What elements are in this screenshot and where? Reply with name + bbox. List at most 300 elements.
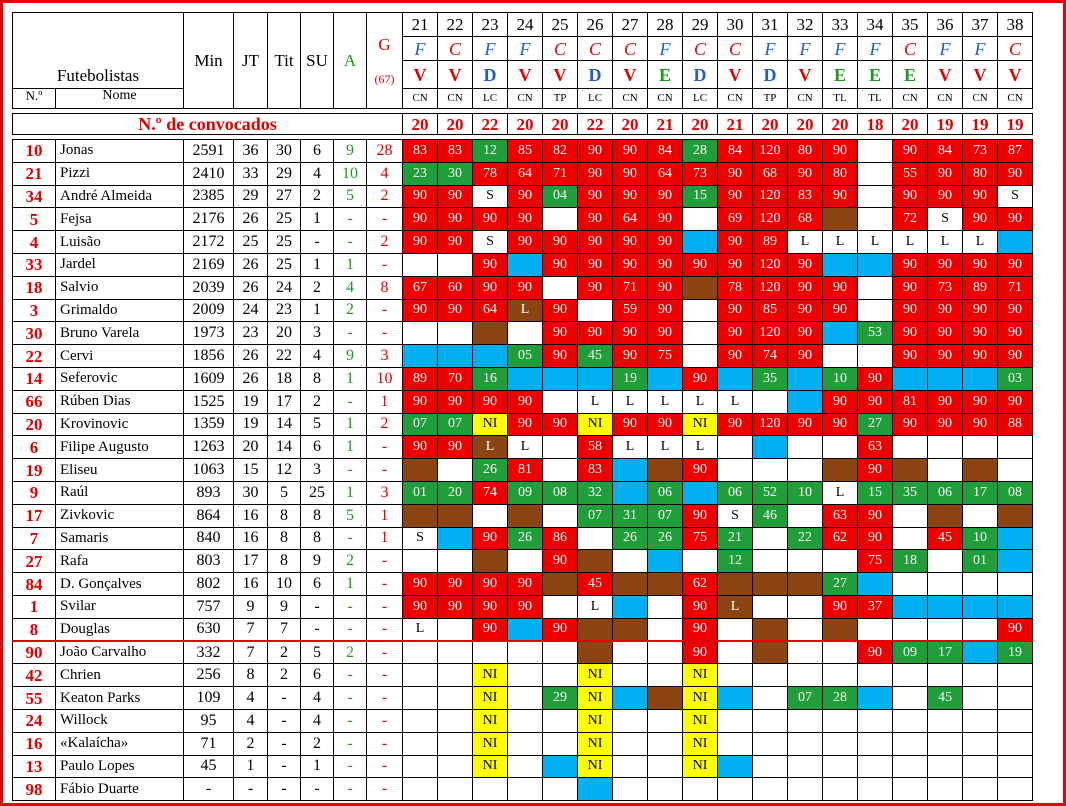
game-cell <box>823 664 858 687</box>
game-cell: 90 <box>823 276 858 299</box>
player-name: Paulo Lopes <box>56 755 184 778</box>
player-number: 42 <box>13 664 56 687</box>
game-cell: 06 <box>928 481 963 504</box>
game-cell: 90 <box>683 504 718 527</box>
game-cell: 83 <box>578 459 613 482</box>
game-cell: 90 <box>473 595 508 618</box>
g-total: (67) <box>374 72 395 86</box>
game-venue: F <box>928 37 963 61</box>
game-cell: S <box>473 231 508 254</box>
game-cell <box>403 664 438 687</box>
game-cell <box>473 504 508 527</box>
player-goals: - <box>367 459 403 482</box>
game-cell: 90 <box>718 345 753 368</box>
game-cell: 90 <box>788 299 823 322</box>
game-cell: 90 <box>543 618 578 641</box>
player-row <box>13 185 1033 208</box>
game-cell: 90 <box>998 162 1033 185</box>
player-games: 19 <box>234 390 268 413</box>
game-cell: 84 <box>648 140 683 163</box>
player-number: 17 <box>13 504 56 527</box>
player-subs: 6 <box>301 140 334 163</box>
game-competition: LC <box>683 89 718 109</box>
game-result: V <box>718 61 753 89</box>
game-cell <box>753 527 788 550</box>
game-cell: L <box>648 390 683 413</box>
player-minutes: 840 <box>184 527 234 550</box>
game-cell <box>823 208 858 231</box>
game-cell <box>438 504 473 527</box>
game-cell <box>998 595 1033 618</box>
game-cell: 90 <box>508 208 543 231</box>
game-cell <box>788 618 823 641</box>
game-cell <box>823 755 858 778</box>
player-minutes: 1063 <box>184 459 234 482</box>
game-cell <box>543 208 578 231</box>
convocados-count: 21 <box>718 114 753 135</box>
game-cell: 63 <box>858 436 893 459</box>
player-assists: 2 <box>334 550 367 573</box>
game-cell: 06 <box>648 481 683 504</box>
player-number: 90 <box>13 641 56 664</box>
player-subs: 4 <box>301 162 334 185</box>
player-subs: 25 <box>301 481 334 504</box>
game-venue: C <box>893 37 928 61</box>
game-cell <box>613 664 648 687</box>
game-cell: 90 <box>928 253 963 276</box>
game-cell <box>648 755 683 778</box>
game-cell: 90 <box>718 253 753 276</box>
player-subs: 1 <box>301 299 334 322</box>
player-assists: - <box>334 390 367 413</box>
game-cell: 90 <box>998 390 1033 413</box>
game-cell: 90 <box>648 231 683 254</box>
player-games: 16 <box>234 573 268 596</box>
game-cell: 45 <box>928 687 963 710</box>
player-games: 23 <box>234 322 268 345</box>
game-cell <box>438 527 473 550</box>
game-competition: CN <box>788 89 823 109</box>
player-row <box>13 253 1033 276</box>
player-minutes: 95 <box>184 709 234 732</box>
game-cell <box>403 345 438 368</box>
game-cell <box>823 618 858 641</box>
game-cell: 09 <box>893 641 928 664</box>
game-cell <box>543 459 578 482</box>
game-cell <box>823 345 858 368</box>
game-cell <box>928 436 963 459</box>
player-name: Zivkovic <box>56 504 184 527</box>
game-cell: 12 <box>473 140 508 163</box>
player-minutes: 2009 <box>184 299 234 322</box>
game-cell: 01 <box>403 481 438 504</box>
game-cell: 90 <box>788 162 823 185</box>
convocados-count: 19 <box>998 114 1033 135</box>
player-games: 25 <box>234 231 268 254</box>
player-minutes: 2591 <box>184 140 234 163</box>
player-subs: - <box>301 778 334 801</box>
player-subs: 1 <box>301 755 334 778</box>
game-cell: L <box>613 390 648 413</box>
game-cell <box>823 641 858 664</box>
game-cell: 90 <box>578 253 613 276</box>
player-starts: 25 <box>268 208 301 231</box>
game-venue: C <box>998 37 1033 61</box>
g-header <box>367 13 403 109</box>
player-subs: 4 <box>301 345 334 368</box>
game-cell <box>473 322 508 345</box>
player-games: 1 <box>234 755 268 778</box>
game-cell <box>998 527 1033 550</box>
game-cell: NI <box>578 413 613 436</box>
player-goals: - <box>367 208 403 231</box>
game-cell <box>403 641 438 664</box>
player-goals: 8 <box>367 276 403 299</box>
player-subs: 2 <box>301 390 334 413</box>
game-cell: 08 <box>543 481 578 504</box>
game-cell <box>858 345 893 368</box>
game-cell <box>858 253 893 276</box>
game-cell: 90 <box>998 253 1033 276</box>
player-row <box>13 664 1033 687</box>
game-cell <box>438 641 473 664</box>
game-cell <box>613 481 648 504</box>
game-number: 30 <box>718 13 753 37</box>
player-games: 8 <box>234 664 268 687</box>
game-competition: CN <box>928 89 963 109</box>
player-name: Grimaldo <box>56 299 184 322</box>
game-cell <box>928 367 963 390</box>
player-row <box>13 299 1033 322</box>
game-cell <box>963 641 998 664</box>
game-cell: 90 <box>473 208 508 231</box>
game-cell: 80 <box>788 140 823 163</box>
convocados-count: 20 <box>683 114 718 135</box>
game-result: V <box>998 61 1033 89</box>
game-cell: 07 <box>648 504 683 527</box>
game-cell: 22 <box>788 527 823 550</box>
player-goals: 1 <box>367 527 403 550</box>
game-number: 34 <box>858 13 893 37</box>
game-competition: CN <box>613 89 648 109</box>
game-cell <box>893 504 928 527</box>
game-cell: 60 <box>438 276 473 299</box>
game-cell <box>998 573 1033 596</box>
game-cell <box>543 595 578 618</box>
game-cell <box>578 641 613 664</box>
game-cell: 120 <box>753 322 788 345</box>
game-competition: LC <box>578 89 613 109</box>
game-cell: 90 <box>578 140 613 163</box>
game-cell: 90 <box>718 413 753 436</box>
player-number: 30 <box>13 322 56 345</box>
player-games: 19 <box>234 413 268 436</box>
game-cell: 05 <box>508 345 543 368</box>
game-number: 32 <box>788 13 823 37</box>
game-cell <box>998 436 1033 459</box>
game-cell <box>788 504 823 527</box>
game-cell: 90 <box>648 299 683 322</box>
game-cell <box>578 299 613 322</box>
su-header: SU <box>301 13 334 109</box>
game-cell <box>998 504 1033 527</box>
game-cell: 90 <box>788 413 823 436</box>
convocados-count: 21 <box>648 114 683 135</box>
player-row <box>13 345 1033 368</box>
player-subs: 5 <box>301 641 334 664</box>
game-cell: S <box>718 504 753 527</box>
convocados-count: 20 <box>508 114 543 135</box>
player-subs: - <box>301 231 334 254</box>
game-cell: 90 <box>928 345 963 368</box>
game-cell <box>648 367 683 390</box>
convocados-count: 20 <box>438 114 473 135</box>
game-cell: 73 <box>963 140 998 163</box>
game-cell: 90 <box>403 299 438 322</box>
game-cell: 71 <box>998 276 1033 299</box>
game-competition: CN <box>403 89 438 109</box>
game-cell <box>543 276 578 299</box>
player-goals: 28 <box>367 140 403 163</box>
player-subs: 6 <box>301 573 334 596</box>
player-goals: - <box>367 550 403 573</box>
game-cell: 90 <box>683 459 718 482</box>
game-cell <box>613 709 648 732</box>
game-cell: 17 <box>963 481 998 504</box>
player-row <box>13 550 1033 573</box>
game-result: V <box>543 61 578 89</box>
player-starts: 27 <box>268 185 301 208</box>
player-games: 17 <box>234 550 268 573</box>
game-venue: C <box>613 37 648 61</box>
game-cell: 26 <box>508 527 543 550</box>
player-number: 27 <box>13 550 56 573</box>
game-cell: 68 <box>753 162 788 185</box>
game-cell: 26 <box>473 459 508 482</box>
player-assists: 1 <box>334 413 367 436</box>
game-cell <box>928 709 963 732</box>
game-cell <box>928 755 963 778</box>
game-cell: 90 <box>963 322 998 345</box>
game-competition: CN <box>438 89 473 109</box>
game-cell <box>648 459 683 482</box>
player-name: D. Gonçalves <box>56 573 184 596</box>
game-cell: 90 <box>438 595 473 618</box>
player-minutes: 1856 <box>184 345 234 368</box>
game-competition: TP <box>543 89 578 109</box>
game-cell <box>998 755 1033 778</box>
player-number: 55 <box>13 687 56 710</box>
game-cell: 90 <box>858 459 893 482</box>
game-competition: TL <box>858 89 893 109</box>
game-cell: 90 <box>893 322 928 345</box>
game-number: 28 <box>648 13 683 37</box>
game-cell: 90 <box>438 185 473 208</box>
game-cell: 90 <box>648 322 683 345</box>
game-competition: CN <box>648 89 683 109</box>
game-cell: L <box>648 436 683 459</box>
game-cell <box>858 208 893 231</box>
game-cell: 90 <box>858 641 893 664</box>
game-cell: 84 <box>718 140 753 163</box>
game-cell: 90 <box>823 390 858 413</box>
game-cell: 90 <box>578 231 613 254</box>
game-cell: L <box>858 231 893 254</box>
game-cell: 90 <box>613 345 648 368</box>
player-row <box>13 208 1033 231</box>
convocados-count: 20 <box>403 114 438 135</box>
game-cell <box>473 778 508 801</box>
game-cell: 78 <box>718 276 753 299</box>
game-cell <box>788 436 823 459</box>
game-venue: C <box>718 37 753 61</box>
game-cell: 90 <box>543 345 578 368</box>
game-result: E <box>648 61 683 89</box>
player-row <box>13 276 1033 299</box>
player-subs: 2 <box>301 276 334 299</box>
game-cell: L <box>963 231 998 254</box>
player-name: Samaris <box>56 527 184 550</box>
player-games: 26 <box>234 367 268 390</box>
game-number: 36 <box>928 13 963 37</box>
game-venue: C <box>578 37 613 61</box>
game-cell <box>788 778 823 801</box>
game-cell <box>438 687 473 710</box>
game-cell: 90 <box>613 253 648 276</box>
game-cell: 59 <box>613 299 648 322</box>
player-subs: 2 <box>301 185 334 208</box>
player-assists: 1 <box>334 573 367 596</box>
game-cell <box>753 641 788 664</box>
game-cell: 90 <box>508 185 543 208</box>
game-cell: 21 <box>718 527 753 550</box>
game-number: 33 <box>823 13 858 37</box>
player-assists: - <box>334 595 367 618</box>
game-cell <box>788 550 823 573</box>
game-cell <box>613 550 648 573</box>
game-cell <box>543 436 578 459</box>
player-row <box>13 595 1033 618</box>
player-subs: 2 <box>301 732 334 755</box>
convocados-count: 20 <box>823 114 858 135</box>
game-cell <box>508 709 543 732</box>
player-assists: 9 <box>334 345 367 368</box>
game-cell <box>858 732 893 755</box>
player-subs: 8 <box>301 527 334 550</box>
game-cell: S <box>928 208 963 231</box>
game-cell <box>683 550 718 573</box>
game-number: 31 <box>753 13 788 37</box>
game-cell <box>508 504 543 527</box>
game-cell: 75 <box>648 345 683 368</box>
game-result: E <box>893 61 928 89</box>
game-cell: 90 <box>578 322 613 345</box>
game-cell: 90 <box>718 231 753 254</box>
player-starts: 8 <box>268 504 301 527</box>
game-cell: NI <box>473 732 508 755</box>
convocados-count: 20 <box>543 114 578 135</box>
game-cell <box>718 618 753 641</box>
game-cell <box>578 550 613 573</box>
player-subs: - <box>301 595 334 618</box>
game-cell: 90 <box>508 413 543 436</box>
player-number: 66 <box>13 390 56 413</box>
game-cell: 90 <box>683 595 718 618</box>
game-cell: 120 <box>753 208 788 231</box>
game-cell: 78 <box>473 162 508 185</box>
player-row <box>13 732 1033 755</box>
g-label: G <box>378 35 391 54</box>
game-cell <box>438 345 473 368</box>
game-cell: 27 <box>823 573 858 596</box>
game-cell: 90 <box>788 253 823 276</box>
player-goals: 1 <box>367 504 403 527</box>
game-cell <box>403 504 438 527</box>
player-name: Eliseu <box>56 459 184 482</box>
game-cell <box>578 618 613 641</box>
player-games: 26 <box>234 276 268 299</box>
header-row-comp <box>13 89 1033 109</box>
game-cell <box>963 687 998 710</box>
game-cell <box>963 504 998 527</box>
game-cell: 90 <box>613 140 648 163</box>
player-subs: - <box>301 618 334 641</box>
game-cell <box>753 550 788 573</box>
player-minutes: 630 <box>184 618 234 641</box>
player-name: Fábio Duarte <box>56 778 184 801</box>
game-cell <box>858 140 893 163</box>
game-cell: L <box>508 299 543 322</box>
game-cell <box>753 755 788 778</box>
game-cell <box>403 550 438 573</box>
game-cell: 90 <box>473 390 508 413</box>
game-cell <box>438 732 473 755</box>
player-name: «Kalaícha» <box>56 732 184 755</box>
game-cell <box>788 595 823 618</box>
game-cell <box>963 618 998 641</box>
game-cell <box>893 459 928 482</box>
game-cell: NI <box>578 687 613 710</box>
game-cell: 90 <box>403 595 438 618</box>
game-venue: F <box>753 37 788 61</box>
game-competition: TP <box>753 89 788 109</box>
player-assists: 4 <box>334 276 367 299</box>
game-cell: 20 <box>438 481 473 504</box>
convocados-row <box>13 114 1033 135</box>
game-cell <box>893 436 928 459</box>
player-minutes: 803 <box>184 550 234 573</box>
player-row <box>13 709 1033 732</box>
game-cell: L <box>578 595 613 618</box>
game-cell: 120 <box>753 413 788 436</box>
game-cell: L <box>508 436 543 459</box>
game-cell <box>543 390 578 413</box>
game-cell: L <box>893 231 928 254</box>
convocados-count: 20 <box>893 114 928 135</box>
game-cell <box>683 322 718 345</box>
game-cell <box>858 299 893 322</box>
game-cell: 90 <box>823 185 858 208</box>
game-cell <box>963 367 998 390</box>
game-cell: 73 <box>683 162 718 185</box>
game-cell <box>963 664 998 687</box>
player-number: 13 <box>13 755 56 778</box>
game-result: D <box>683 61 718 89</box>
player-number: 22 <box>13 345 56 368</box>
game-cell <box>963 459 998 482</box>
player-minutes: 2410 <box>184 162 234 185</box>
game-cell <box>683 481 718 504</box>
